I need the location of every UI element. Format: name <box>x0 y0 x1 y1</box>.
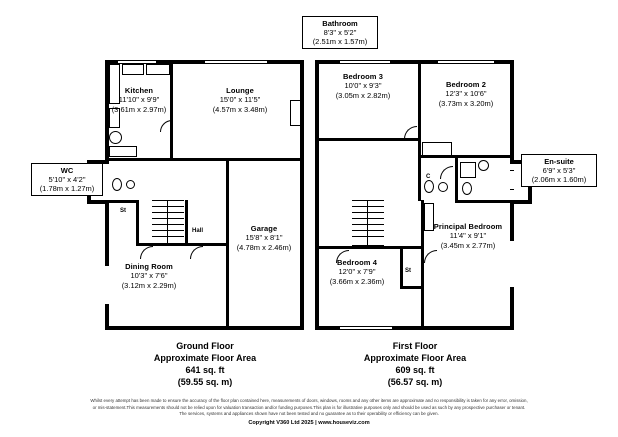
room-label-garage <box>224 224 304 252</box>
gf-door-hall-front <box>190 246 203 259</box>
callout-metric: (2.51m x 1.57m) <box>312 37 368 46</box>
gf-wall-store-v <box>136 200 139 245</box>
ff-wall-ensuite-bottom <box>455 200 514 203</box>
room-label-bedroom-4 <box>316 258 398 286</box>
room-dims-imperial: 15'0" x 11'5" <box>219 95 261 105</box>
ff-door-bed3 <box>404 126 417 139</box>
ff-wall-bed3-right <box>418 60 421 140</box>
callout-imperial: 6'9" x 5'3" <box>542 166 576 175</box>
room-label-st-first: St <box>405 268 411 274</box>
room-name: Bedroom 3 <box>342 72 384 81</box>
ff-door-principal <box>424 250 437 263</box>
disclaimer-line-1: Whilst every attempt has been made to ensure the accuracy of the floor plan contained here, measurements of doors, windows, rooms and any other items are approximate and no responsibility is taken for any error, omission, <box>90 398 528 403</box>
ground-floor-area-sqm: (59.55 sq. m) <box>177 377 233 388</box>
room-label-lounge <box>198 86 282 114</box>
room-label-bedroom-3 <box>322 72 404 100</box>
room-name: Lounge <box>226 86 254 95</box>
ff-wall-right-upper <box>510 60 514 160</box>
kitchen-worktop-bottom <box>109 146 137 157</box>
wc-basin <box>126 180 135 189</box>
ff-wall-left <box>315 60 319 330</box>
ground-floor-subtitle: Approximate Floor Area <box>153 353 257 364</box>
gf-wall-lounge-bottom <box>173 158 304 161</box>
ff-wall-landing-bottom <box>315 246 421 249</box>
callout-name: WC <box>60 166 74 175</box>
room-dims-metric: (3.66m x 2.36m) <box>329 276 385 286</box>
gf-door-dining <box>140 246 153 259</box>
ff-wall-store-first <box>400 249 403 289</box>
callout-wc <box>31 163 103 196</box>
disclaimer-line-2: or mis-statement.This measurements should not be relied upon for valuation transaction and/or funding purposes.This plan is for illustrative purposes only and should be used as such by any prospective purchaser or tenant. <box>92 404 526 410</box>
callout-imperial: 5'10" x 4'2" <box>48 175 86 184</box>
callout-ensuite <box>521 154 597 187</box>
room-dims-metric: (3.45m x 2.77m) <box>440 240 496 250</box>
room-label-principal-bedroom <box>424 222 512 250</box>
first-floor-title: First Floor <box>392 341 438 351</box>
callout-metric: (2.06m x 1.60m) <box>531 175 587 184</box>
room-dims-metric: (4.78m x 2.46m) <box>236 242 292 252</box>
room-dims-metric: (3.61m x 2.97m) <box>111 104 167 114</box>
first-floor-subtitle: Approximate Floor Area <box>363 353 467 364</box>
bathroom-basin <box>438 182 448 192</box>
gf-door-kitchen <box>160 120 172 132</box>
ff-window-bed4 <box>340 326 392 330</box>
room-dims-imperial: 12'3" x 10'6" <box>445 89 487 99</box>
room-label-dining-room <box>108 262 190 290</box>
kitchen-washer <box>109 131 122 144</box>
ff-wall-ensuite-left <box>455 158 458 203</box>
ff-wall-bathroom-v <box>418 141 421 201</box>
callout-imperial: 8'3" x 5'2" <box>323 28 357 37</box>
gf-wall-kitchen-bottom <box>105 158 173 161</box>
ground-floor-title: Ground Floor <box>176 341 234 351</box>
room-label-bedroom-2 <box>425 80 507 108</box>
copyright-line[interactable]: Copyright V360 Ltd 2025 | www.houseviz.com <box>248 419 370 426</box>
room-name: Bedroom 2 <box>445 80 487 89</box>
room-dims-imperial: 11'10" x 9'9" <box>118 95 160 105</box>
gf-window-lounge <box>205 60 267 64</box>
first-floor-area-sqft: 609 sq. ft <box>395 365 435 376</box>
room-label-st-ground: St <box>120 208 126 214</box>
callout-metric: (1.78m x 1.27m) <box>39 184 95 193</box>
room-dims-imperial: 12'0" x 7'9" <box>338 267 376 277</box>
callout-name: Bathroom <box>322 19 358 28</box>
first-floor-title-block <box>335 340 495 389</box>
bathroom-toilet <box>424 180 434 193</box>
room-label-hall: Hall <box>192 228 204 234</box>
room-name: Dining Room <box>125 262 173 271</box>
callout-name: En-suite <box>544 157 574 166</box>
wc-toilet <box>112 178 122 191</box>
ff-door-bathroom <box>440 166 453 179</box>
room-dims-metric: (3.05m x 2.82m) <box>335 90 391 100</box>
room-dims-imperial: 11'4" x 9'1" <box>449 231 487 241</box>
ff-window-bed3 <box>340 60 390 64</box>
ensuite-toilet <box>462 182 472 195</box>
gf-wall-bottom <box>105 326 304 330</box>
room-dims-imperial: 10'3" x 7'6" <box>130 271 168 281</box>
room-label-kitchen <box>101 86 177 114</box>
kitchen-sink <box>122 64 144 75</box>
room-dims-imperial: 10'0" x 9'3" <box>344 81 382 91</box>
room-label-cupboard: C <box>426 174 431 180</box>
room-dims-imperial: 15'8" x 8'1" <box>245 233 283 243</box>
kitchen-hob <box>146 64 170 75</box>
disclaimer-line-3: The services, systems and appliances shown have not been tested and no guarantee as to their operability or efficiency can be given. <box>179 411 439 417</box>
room-name: Principal Bedroom <box>433 222 503 231</box>
room-name: Garage <box>250 224 278 233</box>
ff-staircase <box>352 200 384 246</box>
room-dims-metric: (3.12m x 2.29m) <box>121 280 177 290</box>
gf-wall-wc-bottom <box>105 200 137 203</box>
room-dims-metric: (3.73m x 3.20m) <box>438 98 494 108</box>
bathroom-bath <box>422 142 452 156</box>
lounge-fireplace <box>290 100 301 126</box>
first-floor-area-sqm: (56.57 sq. m) <box>387 377 443 388</box>
gf-staircase <box>152 200 184 244</box>
callout-bathroom <box>302 16 378 49</box>
ground-floor-area-sqft: 641 sq. ft <box>185 365 225 376</box>
gf-wall-hallway-v <box>185 200 188 245</box>
room-name: Bedroom 4 <box>336 258 378 267</box>
ff-window-bed2 <box>438 60 494 64</box>
room-name: Kitchen <box>124 86 154 95</box>
ff-window-ensuite <box>510 170 514 190</box>
ground-floor-title-block <box>125 340 285 389</box>
ensuite-basin <box>478 160 489 171</box>
disclaimer <box>0 398 618 426</box>
ensuite-shower <box>460 162 476 178</box>
ff-wall-store-top <box>400 286 421 289</box>
room-dims-metric: (4.57m x 3.48m) <box>212 104 268 114</box>
